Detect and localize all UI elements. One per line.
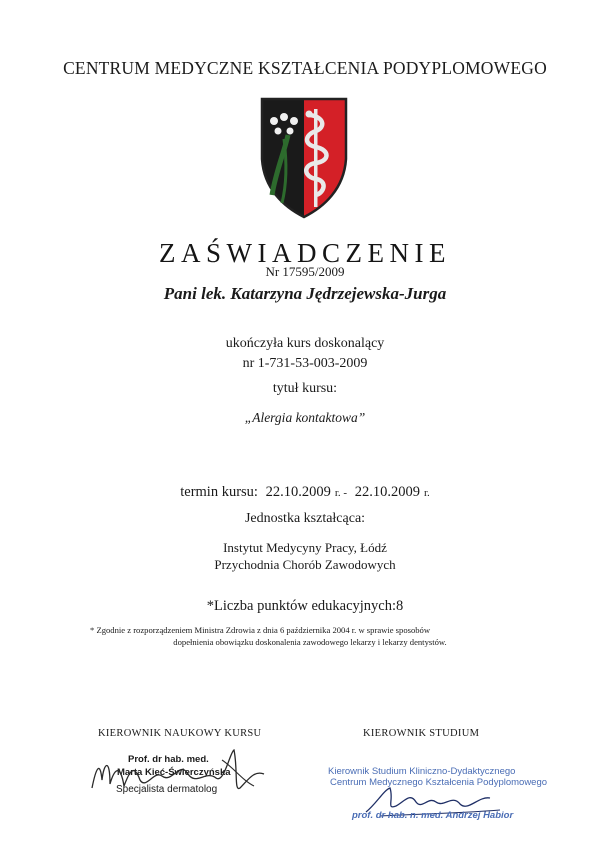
left-stamp-line-1: Prof. dr hab. med. [128,754,209,765]
medical-crest-icon [258,95,350,221]
footnote [90,624,530,649]
term-end-suffix: r. [423,487,430,499]
course-title: „Alergia kontaktowa” [244,410,366,425]
certificate-number: Nr 17595/2009 [265,264,345,279]
term-start: 22.10.2009 [265,484,331,500]
certificate-title: ZAŚWIADCZENIE [159,238,451,268]
right-stamp-line-3: prof. dr hab. n. med. Andrzej Habior [352,810,514,821]
term-start-suffix: r. - [334,487,348,499]
right-stamp-line-1: Kierownik Studium Kliniczno-Dydaktycznego [328,766,516,777]
unit-label: Jednostka kształcąca: [244,511,366,526]
term-label: termin kursu: [180,484,258,500]
left-stamp-line-3: Specjalista dermatolog [116,784,218,795]
unit-line-1: Instytut Medycyny Pracy, Łódź [223,540,387,555]
education-points: *Liczba punktów edukacyjnych:8 [206,598,404,614]
footnote-line-1: * Zgodnie z rozporządzeniem Ministra Zdrowia z dnia 6 października 2004 r. w sprawie sposobów [90,625,431,635]
course-number: nr 1-731-53-003-2009 [242,356,368,371]
left-signature [84,740,274,802]
term-end: 22.10.2009 [354,484,420,500]
course-title-label: tytuł kursu: [272,381,338,396]
institution-name: CENTRUM MEDYCZNE KSZTAŁCENIA PODYPLOMOWEGO [63,58,547,78]
course-term [0,484,610,501]
completed-text: ukończyła kurs doskonalący [225,336,385,351]
left-stamp-line-2: Marta Kieć-Świerczyńska [117,767,231,778]
footnote-line-2: dopełnienia obowiązku doskonalenia zawodowego lekarzy i lekarzy dentystów. [173,637,447,648]
recipient-name: Pani lek. Katarzyna Jędrzejewska-Jurga [163,284,447,303]
left-signatory-role: KIEROWNIK NAUKOWY KURSU [98,728,262,739]
unit-line-2: Przychodnia Chorób Zawodowych [214,557,396,572]
right-stamp-line-2: Centrum Medycznego Kształcenia Podyplomowego [330,777,548,788]
right-signatory-role: KIEROWNIK STUDIUM [363,728,480,739]
